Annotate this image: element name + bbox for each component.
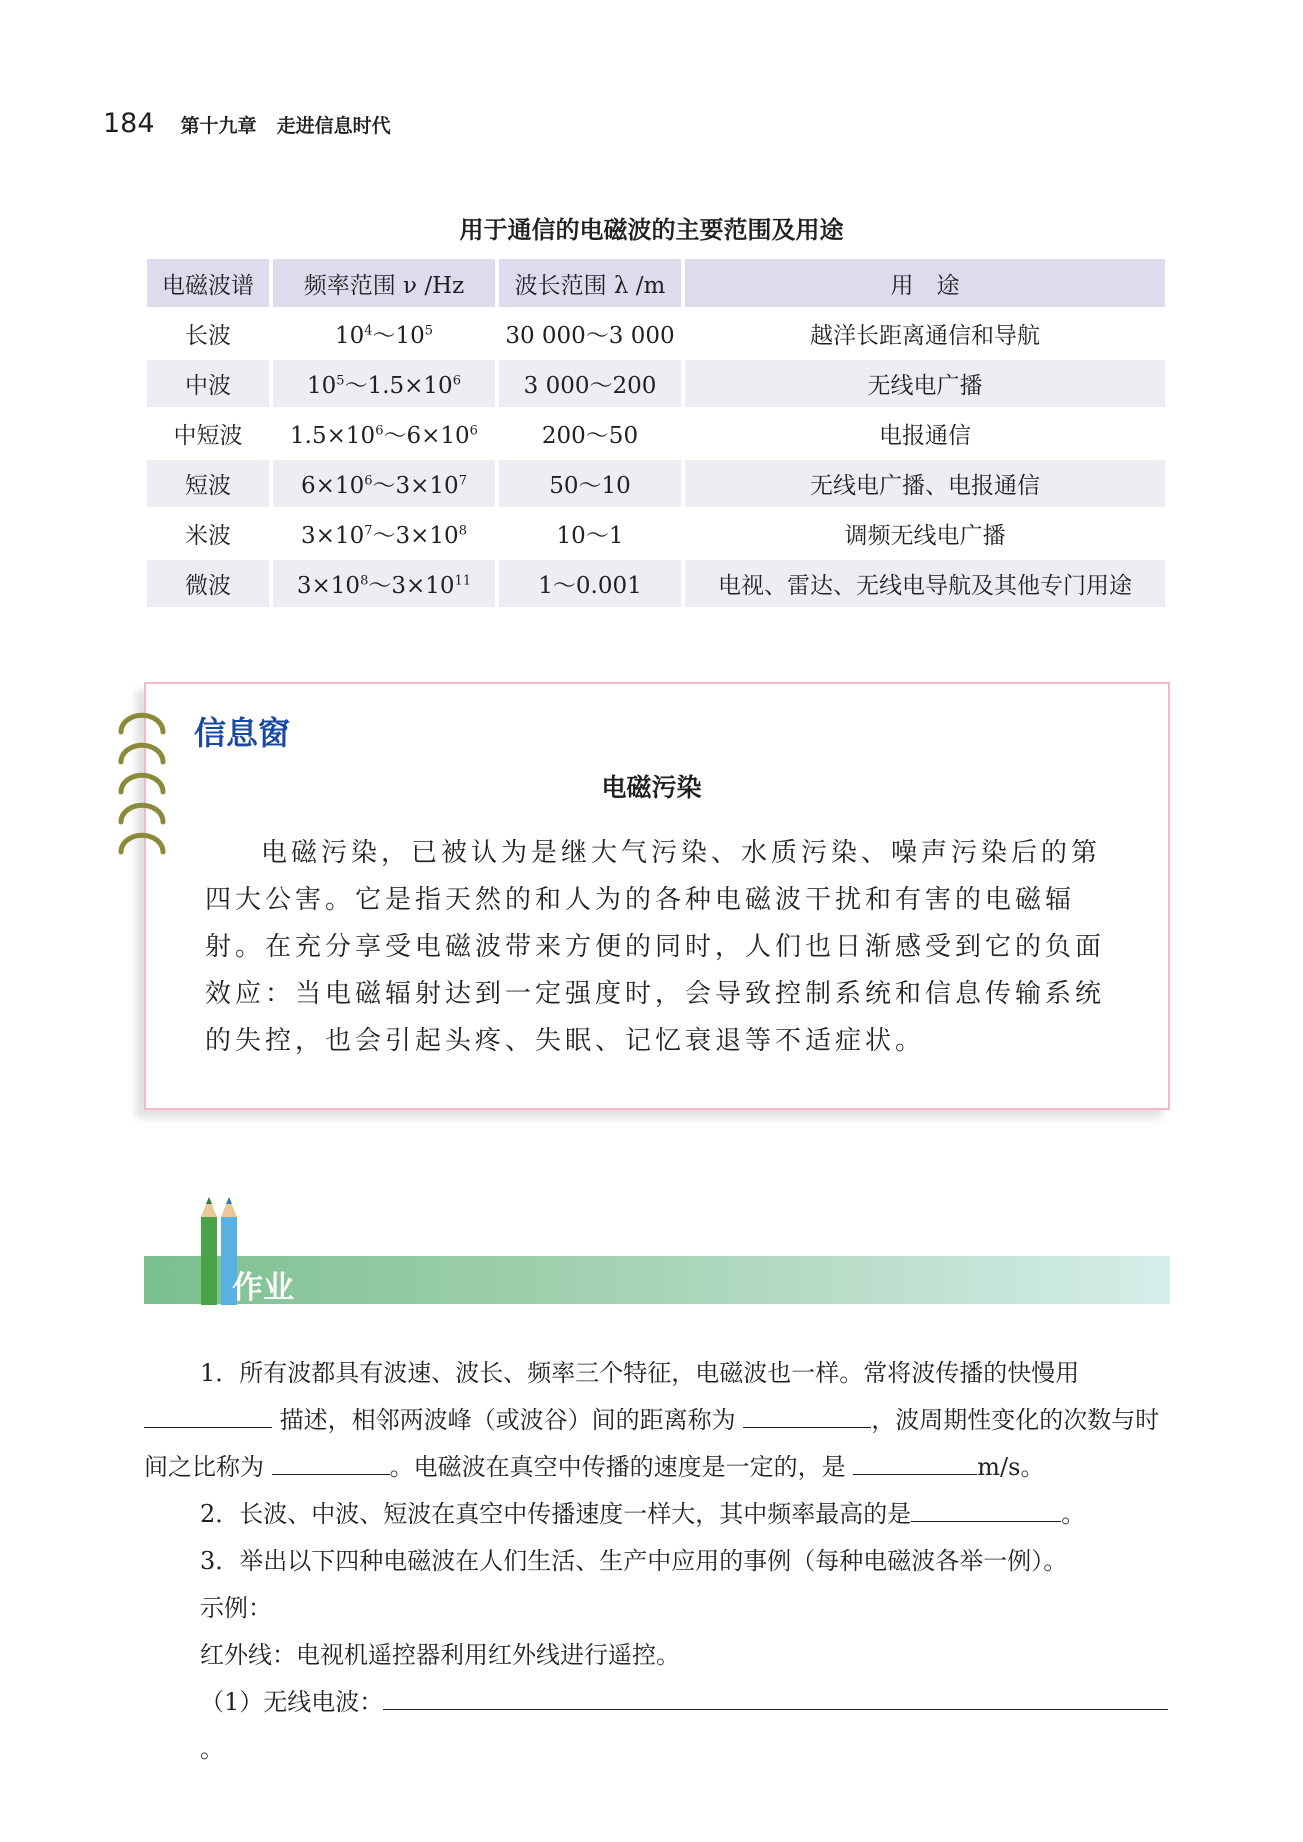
frequency-range: $3\times 10^8\sim 3\times 10^{11}$	[273, 560, 495, 607]
header-spectrum: 电磁波谱	[147, 259, 269, 307]
answer-blank[interactable]	[743, 1401, 871, 1428]
info-window-title: 电磁污染	[601, 773, 702, 802]
table-row	[147, 410, 1165, 457]
question-1: 1．所有波都具有波速、波长、频率三个特征，电磁波也一样。常将波传播的快慢用 描述，相邻两波峰（或波谷）间的距离称为 ，波周期性变化的次数与时间之比称为 。电磁波在真空中传播的速度是一定的，是 m/s。	[144, 1359, 1160, 1481]
example-label: 示例：	[200, 1594, 272, 1622]
answer-blank[interactable]	[911, 1495, 1061, 1522]
info-window-label: 信息窗	[194, 714, 291, 752]
wavelength-range: 30 000～3 000	[505, 323, 675, 349]
answer-blank[interactable]	[853, 1448, 977, 1475]
table-row	[147, 560, 1165, 607]
homework-banner	[144, 1256, 1170, 1304]
wave-name: 长波	[185, 323, 231, 349]
example-text: 红外线：电视机遥控器利用红外线进行遥控。	[200, 1641, 680, 1669]
page-header	[103, 108, 391, 139]
answer-blank[interactable]	[144, 1401, 272, 1428]
header-use: 用 途	[685, 259, 1165, 307]
wave-name: 短波	[147, 460, 269, 507]
wavelength-range: 1～0.001	[499, 560, 681, 607]
wave-name: 米波	[185, 523, 231, 549]
wave-table	[147, 256, 1173, 610]
frequency-range: $10^4\sim 10^5$	[334, 323, 434, 349]
frequency-range: $1.5\times 10^6\sim 6\times 10^6$	[290, 423, 478, 449]
table-row	[147, 510, 1165, 557]
wave-name: 微波	[147, 560, 269, 607]
question-3: 3．举出以下四种电磁波在人们生活、生产中应用的事例（每种电磁波各举一例）。	[200, 1547, 1068, 1575]
homework-content	[144, 1350, 1174, 1773]
wavelength-range: 200～50	[541, 423, 639, 449]
frequency-range: $6\times 10^6\sim 3\times 10^7$	[273, 460, 495, 507]
wave-use: 无线电广播	[685, 360, 1165, 407]
wave-use: 无线电广播、电报通信	[685, 460, 1165, 507]
table-row	[147, 460, 1165, 507]
question-2: 2．长波、中波、短波在真空中传播速度一样大，其中频率最高的是 。	[144, 1491, 1174, 1538]
wave-use: 电视、雷达、无线电导航及其他专门用途	[685, 560, 1165, 607]
frequency-range: $10^5\sim 1.5\times 10^6$	[273, 360, 495, 407]
wave-use: 越洋长距离通信和导航	[810, 323, 1040, 349]
page-number: 184	[103, 108, 155, 139]
wave-use: 调频无线电广播	[844, 523, 1006, 549]
wave-name: 中短波	[173, 423, 243, 449]
wavelength-range: 10～1	[556, 523, 624, 549]
wavelength-range: 3 000～200	[499, 360, 681, 407]
table-row	[147, 360, 1165, 407]
question-3-item-1: （1）无线电波：。	[144, 1679, 1174, 1773]
table-row	[147, 310, 1165, 357]
header-frequency: 频率范围 ν /Hz	[273, 259, 495, 307]
wavelength-range: 50～10	[499, 460, 681, 507]
header-wavelength: 波长范围 λ /m	[499, 259, 681, 307]
info-window-text	[205, 830, 1125, 1065]
homework-label: 作业	[232, 1270, 294, 1306]
frequency-range: $3\times 10^7\sim 3\times 10^8$	[301, 523, 467, 549]
wave-name: 中波	[147, 360, 269, 407]
chapter-title: 走进信息时代	[276, 115, 391, 137]
info-paragraph: 电磁污染，已被认为是继大气污染、水质污染、噪声污染后的第四大公害。它是指天然的和人为的各种电磁波干扰和有害的电磁辐射。在充分享受电磁波带来方便的同时，人们也日渐感受到它的负面效应：当电磁辐射达到一定强度时，会导致控制系统和信息传输系统的失控，也会引起头疼、失眠、记忆衰退等不适症状。	[205, 838, 1106, 1056]
answer-blank[interactable]	[272, 1448, 390, 1475]
chapter-number: 第十九章	[180, 115, 257, 137]
wave-use: 电报通信	[879, 423, 971, 449]
table-caption: 用于通信的电磁波的主要范围及用途	[459, 216, 844, 244]
answer-blank[interactable]	[383, 1683, 1168, 1710]
